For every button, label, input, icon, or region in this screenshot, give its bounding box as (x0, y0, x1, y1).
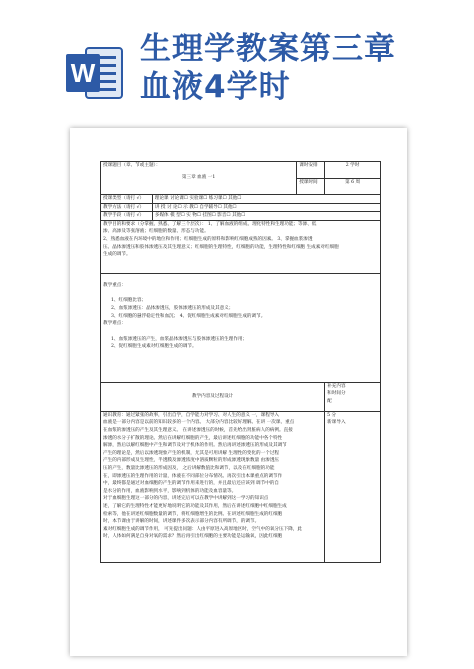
difficult-point: 1、血浆渗透压的产生，血浆晶体渗透压与胶体渗透压的生理作用； (111, 336, 248, 342)
method-label: 教学方法（请打 √） (101, 203, 153, 212)
table-row (101, 273, 381, 382)
content-line: 解渗，然后以解红细胞中产生和调节及对于机体的作用。然后再讲述渗透压的形成及其调节 (103, 443, 287, 449)
content-line: 检索等，他在讲述红细胞数量的调节，将红细胞增生的比例。在讲述红细胞生成的红细胞 (103, 511, 283, 517)
lesson-plan-table (100, 161, 381, 563)
content-line: 述，了解它的生理特性才能更好地说明它的功能及其作用，然后在讲述红细胞中红细胞生成 (103, 503, 287, 509)
goal-line: 教学目的和要求（分掌握、熟悉、了解三个层次）： 1、了解血液的组成、理化特性和生理功能；等渗、低 (103, 221, 317, 227)
table-row (101, 382, 381, 411)
content-line: 通识教育：通过紧张的故事，引出自学，自学能力对学习、对人生的意义 一，课程导入 (103, 412, 280, 418)
side-title-line: 配 (327, 398, 332, 404)
title-line-1: 生理学教案第三章 (140, 31, 396, 67)
key-points-title: 教学重点： (103, 282, 126, 288)
key-point: 3、红细胞的悬浮稳定性和血沉； 4、促红细胞生成素对红细胞生成的调节。 (111, 313, 266, 319)
topic-label: 授课题目（章、节或主题）： (103, 163, 161, 168)
topic-cell (101, 162, 297, 195)
content-line: 是水分的作用，血液影响到水平，影响到机体的功能及血容量等。 (103, 488, 237, 494)
time-value: 第 6 周 (325, 178, 381, 195)
difficult-points-title: 教学难点： (103, 321, 126, 327)
difficult-point: 2、促红细胞生成素对红细胞生成的调节。 (111, 344, 197, 350)
means-label: 教学手段（请打 √） (101, 212, 153, 221)
goal-line: 生成的调节。 (103, 252, 131, 258)
content-line: 中，最终都是通过对血细胞的产生的调节作用来进行的，并且最后还应该到 调节中的自 (103, 481, 280, 487)
topic-value: 第三章 血液 一1 (181, 174, 216, 180)
table-row (101, 203, 381, 212)
schedule-value: 2 学时 (325, 162, 381, 179)
key-difficult-cell (101, 273, 381, 382)
time-label: 授课时间 (297, 178, 325, 195)
side-title-line: 补充内容 (327, 383, 346, 389)
goal-line: 渗、高渗及等张溶液；红细胞的数量、形态与功能。 (103, 229, 209, 235)
title-line-2: 血液4学时 (140, 69, 291, 105)
document-page (70, 128, 407, 656)
goal-line: 压、晶体渗透压和胶体渗透压及其生理意义；红细胞的生理特性，红细胞的功能，生理特性和红细胞 生成素对红细胞 (103, 244, 339, 250)
word-logo-letter: W (70, 58, 96, 88)
method-value: 讲 授 讨 论☐ 示 教☐ 自学辅导☐ 其他☐ (152, 203, 380, 212)
design-title-text: 教学内容及过程设计 (191, 393, 234, 399)
content-line: 渗透的水分子扩散的理论。然后在讲解红细胞的产生，最后讲述红细胞的功能中各个特性 (103, 435, 283, 441)
key-point: 2、血浆渗透压：晶体渗透压，胶体渗透压的形成及其意义； (111, 305, 234, 311)
content-line: 时，人体如何满足自身对氧的需求？然后再引出红细胞的主要功能是运输氧，因此红细胞 (103, 534, 283, 540)
table-row (101, 411, 381, 562)
key-point: 1、红细胞比容； (111, 298, 147, 304)
word-document-icon (64, 42, 126, 104)
content-line: 时，本节课由于讲解的时间，讲述课件多次表示部分内容有所调节，的调节。 (103, 519, 260, 525)
goal-line: 2、熟悉血液在内环境中的地位和作用；红细胞生成的原料和影响红细胞成熟的因素。 3、掌握血浆渗透 (103, 236, 313, 242)
promo-header (0, 0, 474, 120)
side-title-cell (325, 382, 381, 411)
class-type-label: 授课类型（请打 √） (101, 195, 153, 204)
content-line: 素对红细胞生成的调节作用， 可先提出问题：人由平原进入高原地区时，空气中的氧分压下降，此 (103, 526, 302, 532)
content-line: 血液是一部分内容是以前的知识较多的一个内容。 大部分内容比较好理解。在讲 一次课、重点 (103, 420, 295, 426)
content-line: 产生的理论是，然后以渗透现象产生的机制，尤其是可用讲解 生理性的变化的一个过程 (103, 450, 280, 456)
content-line: 在，即渗透压的生理作用的计量，体液在不同部位分布情况。再次引出本课重点的调节作 (103, 473, 283, 479)
table-row (101, 212, 381, 221)
table-row (101, 195, 381, 204)
side-note-line: 5 分 (327, 412, 337, 418)
content-line: 对于血细胞生理这一部分的内容，讲述完后可以在教学中讲解到这一学习的知识点 (103, 496, 269, 502)
class-type-value: 理论课 讨论课☐ 实验课☐ 练习课☐ 其他☐ (152, 195, 380, 204)
content-line: 产生的内部形成及生理性，半透膜及渗透浓度中溶质颗粒的形成渗透现象数量 由渗透压 (103, 458, 280, 464)
side-note-line: 新课导入 (327, 420, 346, 426)
design-title (101, 382, 325, 411)
side-note-cell (325, 411, 381, 562)
schedule-label: 课时安排 (297, 162, 325, 179)
table-row (101, 162, 381, 179)
goals-cell (101, 220, 381, 273)
content-line: 压的产生，数量比渗透压的形成因及， 之后讲解数值比和调节，以及在红细胞的功能 (103, 465, 275, 471)
means-value: 多媒体 模 型☐ 实 物☐ 挂图☐ 影音☐ 其他☐ (152, 212, 380, 221)
document-title (140, 30, 396, 106)
content-line: 在血浆的渗透压的产生及其生理意义。 在讲述渗透压的时候，首先给出肾脏病人的病例。直接 (103, 427, 293, 433)
content-cell (101, 411, 325, 562)
table-row (101, 220, 381, 273)
side-title-line: 和时间分 (327, 391, 346, 397)
